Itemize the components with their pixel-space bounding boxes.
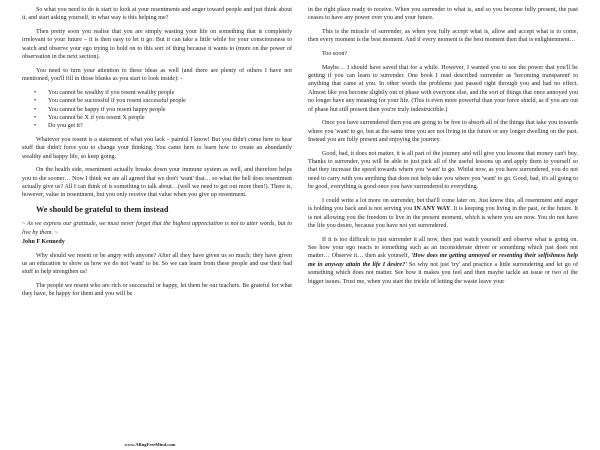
paragraph: The people we resent who are rich or successful or happy, let them be our teachers. Be grateful for what they have, be happy for them and you will be	[22, 283, 292, 298]
footer-url: www.ABugFreeMind.com	[124, 442, 176, 447]
paragraph: Good, bad, it does not matter, it is all part of the journey and will give you lessons that money can't buy. Thanks to surrender, you will be able to just pick all of the useful lessons up and apply them to yourself so that they increase the speed towards where you 'want' to go. Whilst now, as you have surrendered, you do not need to carry with you anything that does not help take you where you 'want' to go. Good, bad, it's all going to be good, everything is good once you have surrendered to everything.	[308, 150, 578, 191]
list-item: • Do you get it?	[48, 122, 292, 130]
paragraph: Once you have surrendered then you are going to be free to absorb all of the things that take you towards where you 'want' to go, but at the same time you are not living in the future or any longer dwelling on the past. Instead you are fully present and enjoying the journey.	[308, 120, 578, 144]
list-item: • You cannot be wealthy if you resent wealthy people	[48, 89, 292, 97]
bullet-list	[22, 89, 292, 131]
paragraph	[308, 197, 578, 231]
paragraph: Why should we resent or be angry with anyone? After all they have given us so much; they have given us an education to show us how we do not 'want' to be. So we can learn from these people and use their bad stuff to help strengthen us!	[22, 252, 292, 276]
paragraph: On the health side, resentment actually breaks down your immune system as well, and therefore helps you to die sooner… Now I think we are all agreed that we don't 'want' that… so what the hell does resentment actually give us? All I can think of is something to talk about…(well we need to get out more then!). There is, however, value in resentment, but you only receive that value when you give up resentment.	[22, 167, 292, 199]
list-item: • You cannot be happy if you resent happy people	[48, 106, 292, 114]
quote: ~ As we express our gratitude, we must never forget that the highest appreciation is not to utter words, but to live by them. ~	[22, 221, 292, 236]
text-run: So why not just 'try' and practice a little surrendering and let go of something which does not matter. See how it makes you feel and then maybe tackle an issue or two of the bigger issues. Trust me, when you start the trickle of letting the waste leave your	[308, 261, 578, 285]
paragraph: Maybe… I should have saved that for a while. However, I wanted you to see the power that you'll be getting if you can learn to surrender. One book I read described surrender as 'becoming transparent' to anything that came at you. In other words the problems just passed right through you and had no effect. Almost like you become slightly out of phase with everyone else, and the sort of things that once annoyed you no longer have any meaning for your life. (This is even more powerful than your force shield, as if you are out of phase but still present then you're truly indestructible.)	[308, 64, 578, 113]
paragraph: You need to turn your attention to these ideas as well (and there are plenty of others I have not mentioned, you'll fill in those blanks as you start to look inside): -	[22, 67, 292, 83]
list-item: • You cannot be successful if you resent successful people	[48, 97, 292, 105]
left-column	[22, 6, 292, 304]
paragraph: So what you need to do is start to look at your resentments and anger toward people and just think about it, and start asking yourself, in what way is this helping me?	[22, 7, 292, 22]
right-column	[308, 6, 578, 291]
text-run: If it is too difficult to just surrender it all now, then just watch yourself and observe what is going on. See how your ego reacts to something such as an inconsiderate driver or something which just does not matter… Observe it… then ask yourself,	[308, 236, 578, 260]
paragraph: Whatever you resent is a statement of what you lack – painful I know! But you didn't come here to hear stuff that didn't force you to change your thinking. You came here to learn how to create an abundantly wealthy and happy life, so keep going.	[22, 136, 292, 160]
section-heading: We should be grateful to them instead	[36, 205, 169, 215]
text-run: I could write a lot more on surrender, but that'll come later on. Just know this, all resentment and anger is holding you back and is not serving you	[308, 197, 578, 213]
emphasis: IN ANY WAY	[414, 206, 451, 213]
paragraph	[308, 236, 578, 286]
emphasis: 'How does me getting annoyed or resenting their selfishness help me in anyway attain the life I desire?'	[308, 253, 578, 268]
text-run: . It is keeping you living in the past, or the future. It is not allowing you the freedom to live in the present moment, which is where you are now. You do not have the life you desire, because you have not yet surrendered.	[308, 206, 578, 230]
paragraph: This is the miracle of surrender, as when you fully accept what is, allow and accept what is to come, then every moment is the best moment. And if every moment is the best moment then that is enlightenment…	[308, 29, 578, 44]
quote-author: John F Kennedy	[22, 239, 65, 246]
paragraph: Too soon?	[322, 51, 348, 57]
paragraph: in the right place ready to receive. When you surrender to what is, and so you become fully present, the past ceases to have any power over you and your future.	[308, 7, 578, 22]
list-item: • You cannot be X if you resent X people	[48, 114, 292, 122]
paragraph: Then pretty soon you realise that you are simply wasting your life on something that is completely irrelevant to your future – it is then easy to let it go. But it can take a little while for your consciousness to watch and observe your ego trying to hold on to this sort of thing because it wants to (more on the power of observation in the next section).	[22, 29, 292, 61]
